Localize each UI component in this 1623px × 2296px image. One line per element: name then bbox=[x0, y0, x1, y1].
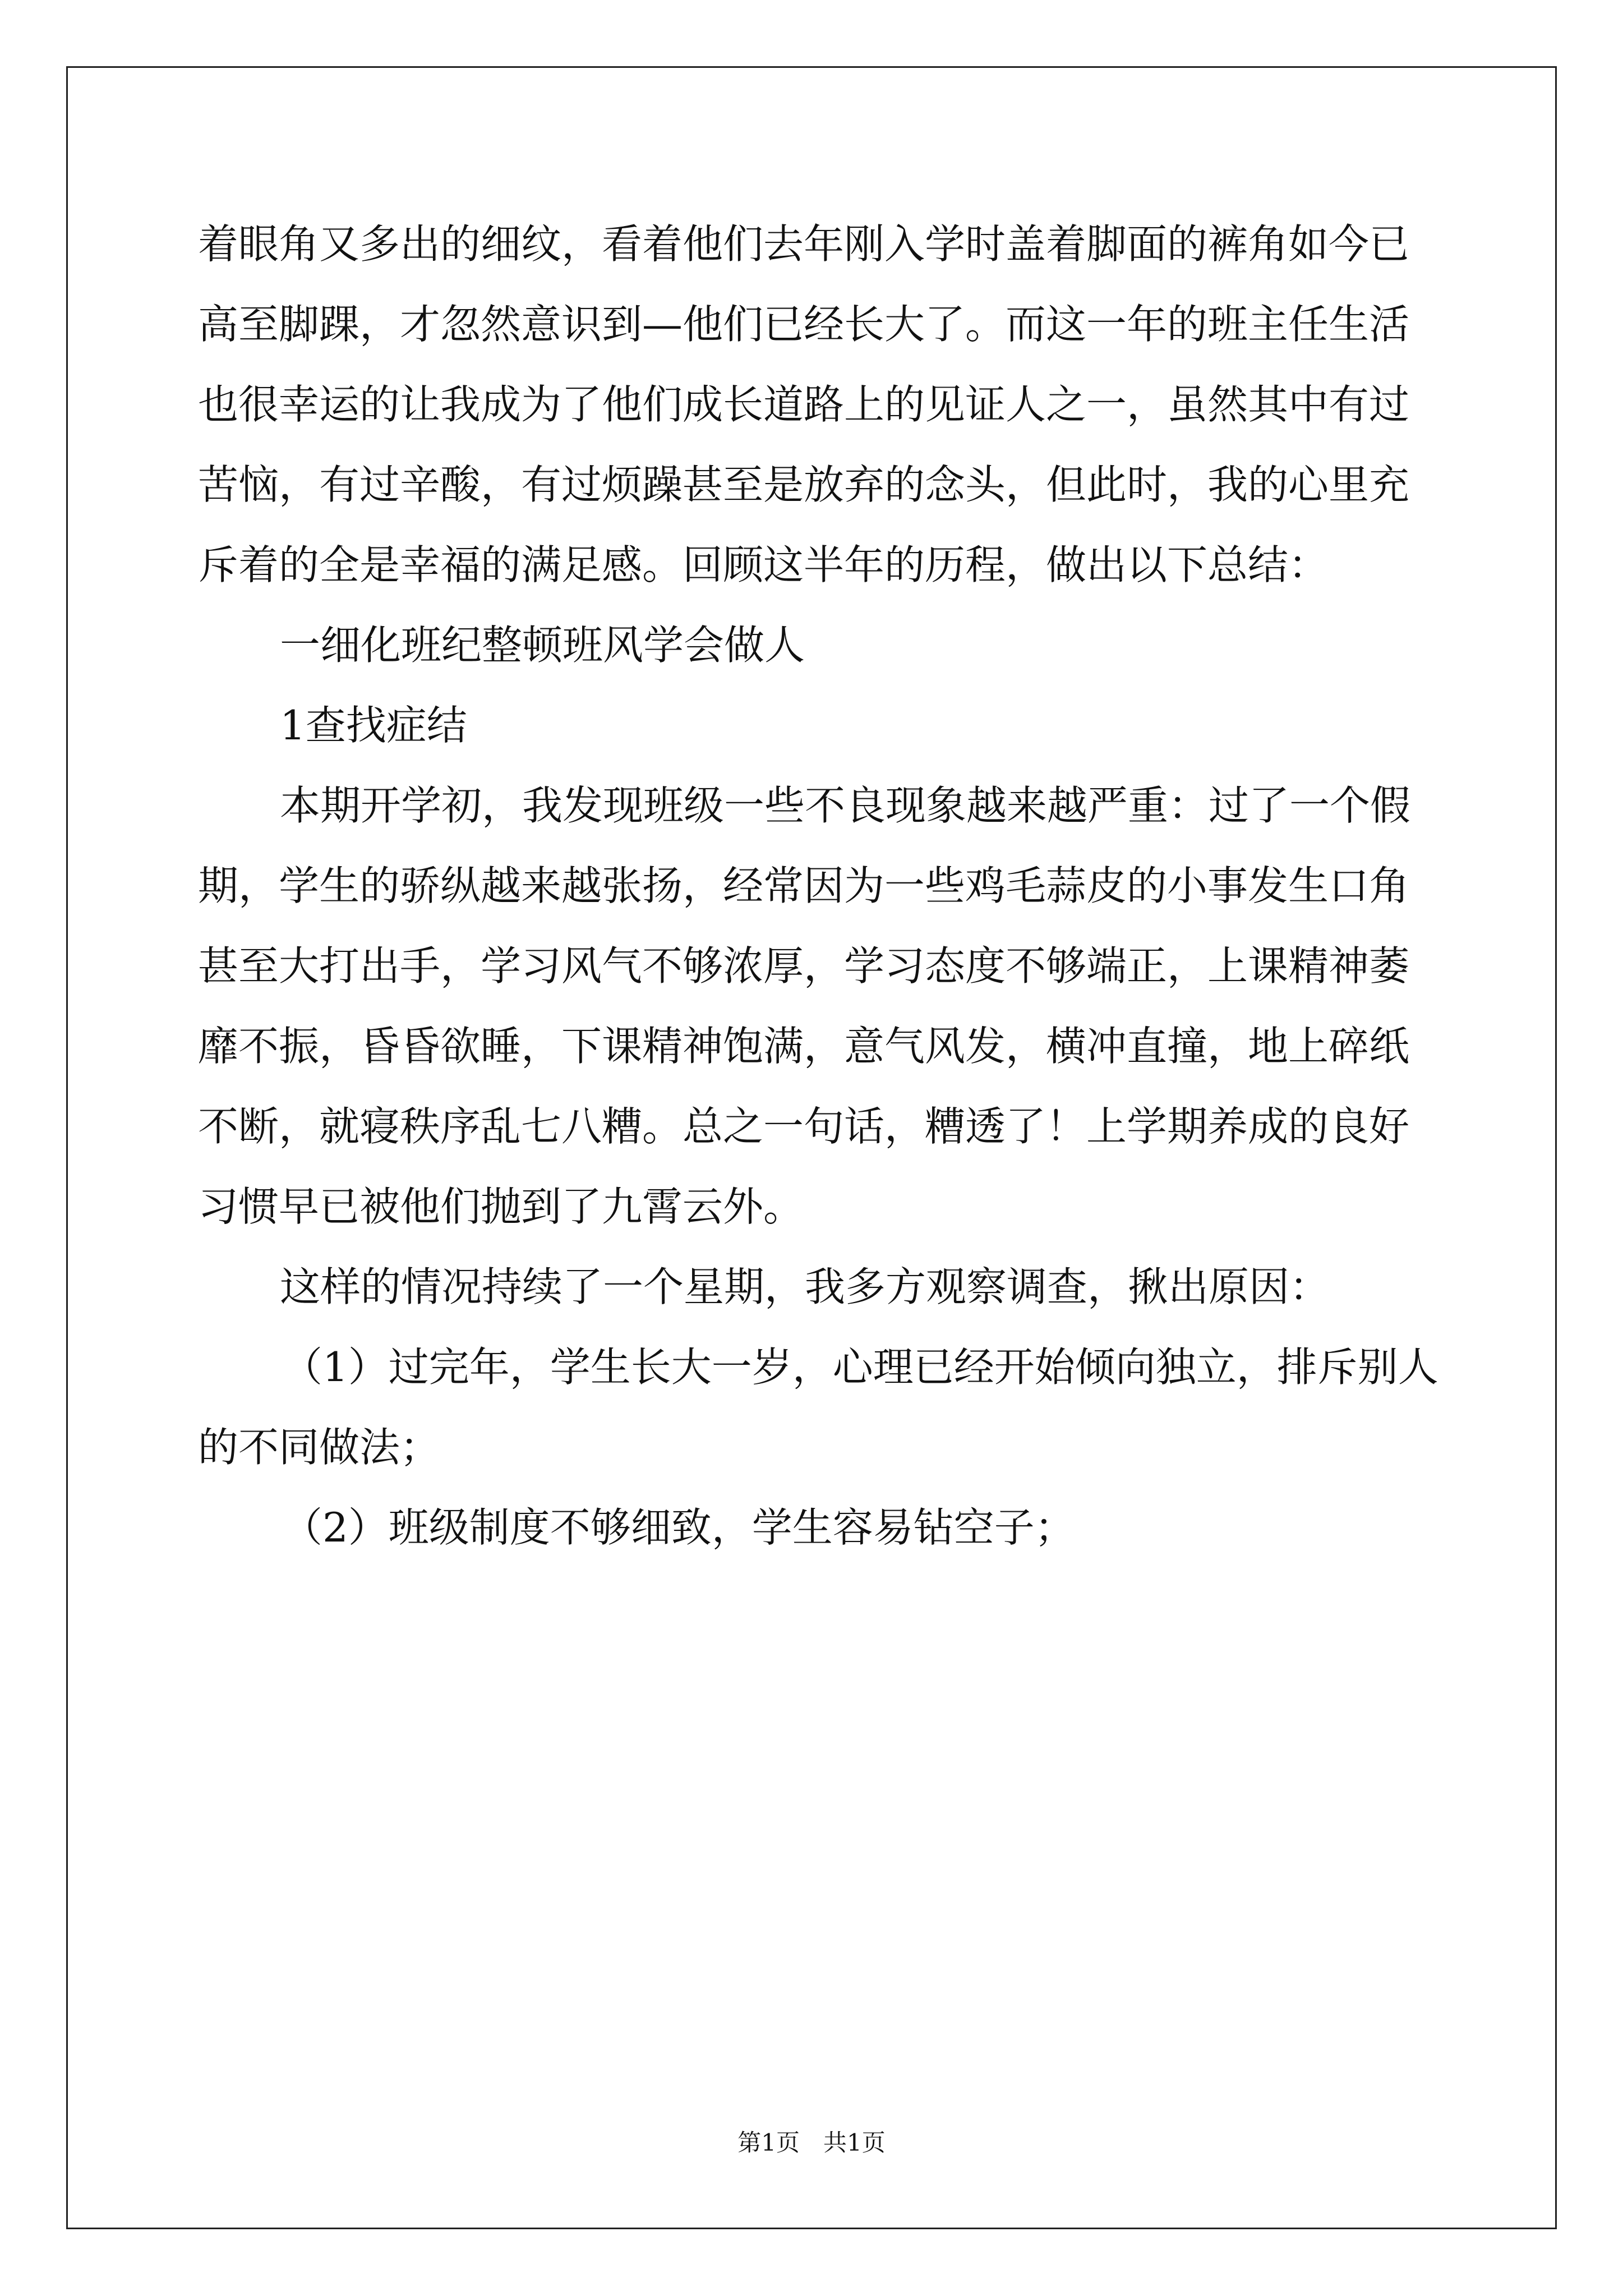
list-item-line: （2）班级制度不够细致，学生容易钻空子； bbox=[282, 1504, 1075, 1551]
paragraph-line: 这样的情况持续了一个星期，我多方观察调查，揪出原因： bbox=[280, 1263, 1330, 1310]
paragraph-line: 习惯早已被他们抛到了九霄云外。 bbox=[198, 1183, 804, 1230]
paragraph-line: 也很幸运的让我成为了他们成长道路上的见证人之一，虽然其中有过 bbox=[198, 381, 1410, 428]
paragraph-line: 靡不振，昏昏欲睡，下课精神饱满，意气风发，横冲直撞，地上碎纸 bbox=[198, 1023, 1410, 1070]
section-heading: 一细化班纪整顿班风学会做人 bbox=[280, 622, 805, 669]
list-item-line: 的不同做法； bbox=[198, 1424, 441, 1471]
list-item-line: （1）过完年，学生长大一岁，心理已经开始倾向独立，排斥别人 bbox=[282, 1343, 1438, 1391]
paragraph-line: 本期开学初，我发现班级一些不良现象越来越严重：过了一个假 bbox=[280, 782, 1411, 829]
paragraph-line: 期，学生的骄纵越来越张扬，经常因为一些鸡毛蒜皮的小事发生口角 bbox=[198, 862, 1410, 909]
paragraph-line: 高至脚踝，才忽然意识到—他们已经长大了。而这一年的班主任生活 bbox=[198, 301, 1410, 348]
paragraph-line: 甚至大打出手，学习风气不够浓厚，学习态度不够端正，上课精神萎 bbox=[198, 942, 1410, 990]
subsection-heading: 1查找症结 bbox=[280, 702, 467, 749]
page-footer: 第1页 共1页 bbox=[737, 2129, 886, 2156]
paragraph-line: 着眼角又多出的细纹，看着他们去年刚入学时盖着脚面的裤角如今已 bbox=[198, 220, 1410, 268]
paragraph-line: 不断，就寝秩序乱七八糟。总之一句话，糟透了！上学期养成的良好 bbox=[198, 1103, 1410, 1150]
paragraph-line: 斥着的全是幸福的满足感。回顾这半年的历程，做出以下总结： bbox=[198, 541, 1329, 588]
paragraph-line: 苦恼，有过辛酸，有过烦躁甚至是放弃的念头，但此时，我的心里充 bbox=[198, 461, 1410, 508]
document-body bbox=[198, 216, 1438, 1580]
